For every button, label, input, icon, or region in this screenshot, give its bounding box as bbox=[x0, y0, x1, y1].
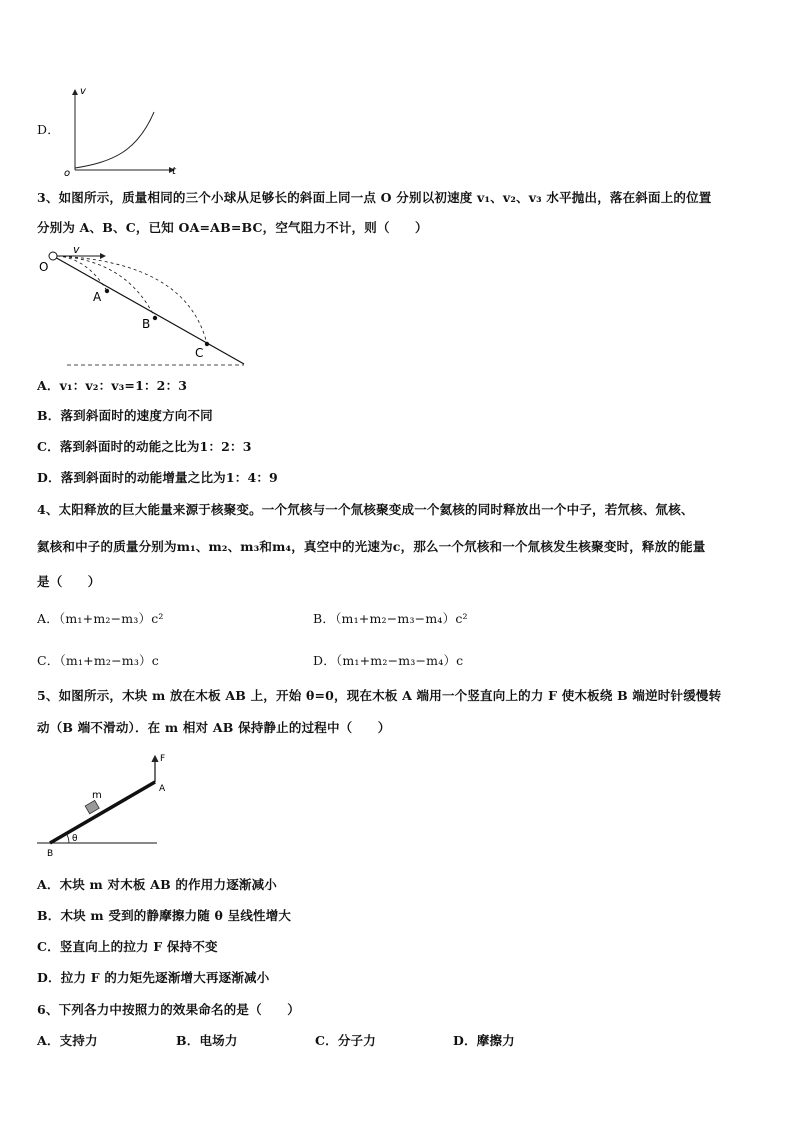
q5-lever-figure bbox=[37, 748, 172, 860]
point-a bbox=[105, 289, 109, 293]
ball bbox=[49, 252, 57, 260]
label-o: O bbox=[39, 260, 49, 274]
q4-option-a: A．（m₁+m₂−m₃）c² bbox=[37, 611, 164, 626]
q5-option-a: A．木块 m 对木板 AB 的作用力逐渐减小 bbox=[37, 877, 277, 892]
q4-stem-line2: 氦核和中子的质量分别为m₁、m₂、m₃和m₄，真空中的光速为c，那么一个氘核和一个氚核发生核聚变时，释放的能量 bbox=[37, 539, 706, 554]
q5-option-d: D．拉力 F 的力矩先逐渐增大再逐渐减小 bbox=[37, 970, 270, 985]
board-ab bbox=[50, 782, 155, 843]
q4-option-c: C．（m₁+m₂−m₃）c bbox=[37, 653, 159, 668]
q4-stem-line3: 是（ ） bbox=[37, 574, 101, 589]
velocity-curve bbox=[75, 112, 154, 168]
label-theta: θ bbox=[72, 834, 78, 844]
q5-option-b: B．木块 m 受到的静摩擦力随 θ 呈线性增大 bbox=[37, 908, 292, 923]
q6-option-a: A．支持力 bbox=[37, 1033, 98, 1048]
q6-option-b: B．电场力 bbox=[176, 1033, 238, 1048]
label-f: F bbox=[160, 754, 166, 764]
q6-stem: 6、下列各力中按照力的效果命名的是（ ） bbox=[37, 1002, 300, 1017]
label-b: B bbox=[47, 849, 54, 859]
q3-stem-line2: 分别为 A、B、C，已知 OA=AB=BC，空气阻力不计，则（ ） bbox=[37, 220, 428, 235]
q5-option-c: C．竖直向上的拉力 F 保持不变 bbox=[37, 939, 218, 954]
label-b: B bbox=[142, 317, 151, 331]
q3-option-a: A．v₁：v₂：v₃=1：2：3 bbox=[37, 378, 188, 393]
q3-option-c: C．落到斜面时的动能之比为1：2：3 bbox=[37, 439, 252, 454]
q4-stem-line1: 4、太阳释放的巨大能量来源于核聚变。一个氘核与一个氚核聚变成一个氦核的同时释放出一个中子，若氘核、氚核、 bbox=[37, 502, 694, 517]
trajectory-a bbox=[57, 256, 107, 291]
label-a: A bbox=[159, 784, 166, 794]
label-c: C bbox=[195, 346, 204, 360]
point-c bbox=[205, 342, 209, 346]
q3-option-b: B．落到斜面时的速度方向不同 bbox=[37, 408, 213, 423]
q3-stem-line1: 3、如图所示，质量相同的三个小球从足够长的斜面上同一点 O 分别以初速度 v₁、v₂、v₃ 水平抛出，落在斜面上的位置 bbox=[37, 190, 712, 205]
q4-option-b: B．（m₁+m₂−m₃−m₄）c² bbox=[313, 611, 468, 626]
y-axis-label: v bbox=[80, 86, 86, 97]
block-m bbox=[85, 800, 99, 813]
label-m: m bbox=[92, 790, 102, 801]
q2-option-d-label: D． bbox=[37, 122, 60, 137]
q6-option-c: C．分子力 bbox=[315, 1033, 376, 1048]
q6-option-d: D．摩擦力 bbox=[453, 1033, 515, 1048]
q3-incline-figure bbox=[37, 244, 252, 370]
q3-option-d: D．落到斜面时的动能增量之比为1：4：9 bbox=[37, 470, 278, 485]
label-v: v bbox=[73, 244, 80, 256]
incline-line bbox=[53, 256, 244, 364]
trajectory-b bbox=[57, 256, 155, 318]
x-axis-label: t bbox=[172, 166, 176, 176]
q4-option-d: D．（m₁+m₂−m₃−m₄）c bbox=[313, 653, 464, 668]
q5-stem-line1: 5、如图所示，木块 m 放在木板 AB 上，开始 θ=0，现在木板 A 端用一个竖直向上的力 F 使木板绕 B 端逆时针缓慢转 bbox=[37, 688, 722, 703]
point-b bbox=[153, 316, 157, 320]
q5-stem-line2: 动（B 端不滑动）．在 m 相对 AB 保持静止的过程中（ ） bbox=[37, 720, 391, 735]
origin-label: o bbox=[64, 168, 71, 176]
q2-option-d-graph bbox=[62, 84, 182, 176]
label-a: A bbox=[93, 290, 102, 304]
